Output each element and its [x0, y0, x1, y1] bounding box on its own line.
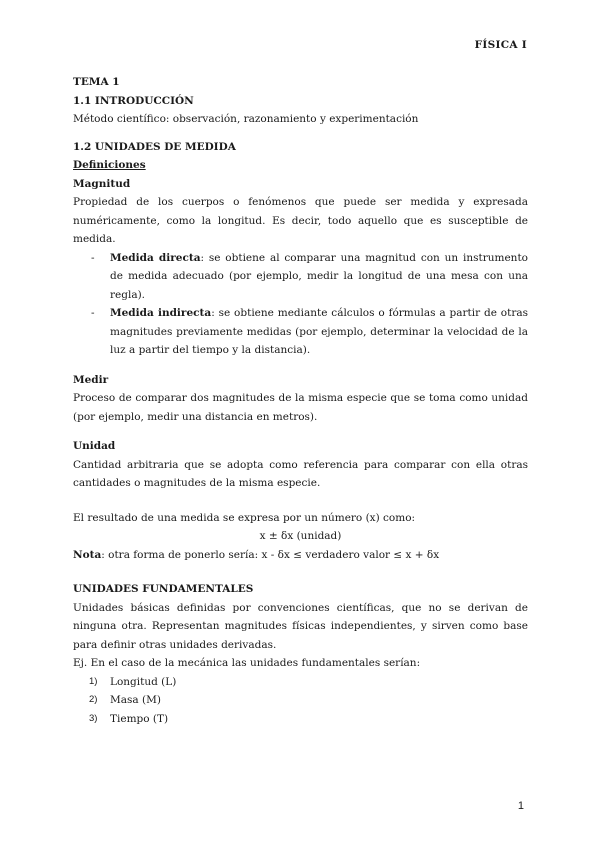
magnitud-title: Magnitud — [73, 177, 131, 190]
unidades-fundamentales-title: UNIDADES FUNDAMENTALES — [73, 583, 254, 595]
medir-title: Medir — [73, 373, 109, 386]
tema-title: TEMA 1 — [73, 76, 120, 88]
section-unidades-title: 1.2 UNIDADES DE MEDIDA — [73, 140, 236, 153]
medida-directa-text: : se obtiene al comparar una magnitud con un instrumento de medida adecuado (por ejemplo, medir la longitud de una mesa con una regla). — [110, 251, 528, 301]
page-content — [73, 73, 528, 728]
unidad-title: Unidad — [73, 440, 116, 452]
nota-label: Nota — [73, 548, 102, 561]
list-number: 1) — [89, 675, 98, 687]
unidades-fundamentales-example: Ej. En el caso de la mecánica las unidades fundamentales serían: — [73, 657, 421, 669]
unidad-text: Cantidad arbitraria que se adopta como referencia para comparar con ella otras cantidades o magnitudes de la misma especie. — [73, 458, 528, 489]
medida-indirecta-term: Medida indirecta — [110, 307, 212, 319]
medir-text: Proceso de comparar dos magnitudes de la misma especie que se toma como unidad (por ejemplo, medir una distancia en metros). — [73, 392, 528, 423]
list-item — [73, 304, 528, 360]
fundamental-units-list — [73, 673, 528, 729]
resultado-text: El resultado de una medida se expresa por un número (x) como: — [73, 511, 416, 524]
list-item — [73, 691, 528, 710]
list-item — [73, 249, 528, 305]
page-header-title: FÍSICA I — [474, 39, 527, 51]
medida-indirecta-text: : se obtiene mediante cálculos o fórmulas a partir de otras magnitudes previamente medidas (por ejemplo, determinar la velocidad de la luz a partir del tiempo y la distancia). — [110, 307, 528, 356]
nota-text: : otra forma de ponerlo sería: x - δx ≤ verdadero valor ≤ x + δx — [101, 548, 440, 561]
nota-paragraph — [73, 546, 528, 565]
medida-directa-term: Medida directa — [110, 251, 201, 264]
list-item-label: Tiempo (T) — [110, 712, 169, 725]
list-dash: - — [91, 307, 95, 319]
list-item-label: Longitud (L) — [110, 675, 177, 688]
list-item — [73, 710, 528, 729]
page-number: 1 — [517, 800, 524, 812]
list-item-label: Masa (M) — [110, 694, 161, 706]
magnitud-text: Propiedad de los cuerpos o fenómenos que puede ser medida y expresada numéricamente, como la longitud. Es decir, todo aquello que es susceptible de medida. — [73, 196, 528, 245]
list-number: 2) — [89, 694, 98, 705]
resultado-formula: x ± δx (unidad) — [259, 530, 342, 542]
list-item — [73, 673, 528, 692]
section-introduccion-text: Método científico: observación, razonamiento y experimentación — [73, 113, 419, 125]
list-dash: - — [91, 251, 95, 264]
unidades-fundamentales-text: Unidades básicas definidas por convenciones científicas, que no se derivan de ninguna otra. Representan magnitudes físicas independientes, y sirven como base para definir otras unidades derivadas. — [73, 601, 528, 651]
section-introduccion-title: 1.1 INTRODUCCIÓN — [73, 94, 194, 107]
medida-types-list — [73, 249, 528, 360]
definiciones-title: Definiciones — [73, 159, 146, 171]
list-number: 3) — [89, 712, 98, 724]
